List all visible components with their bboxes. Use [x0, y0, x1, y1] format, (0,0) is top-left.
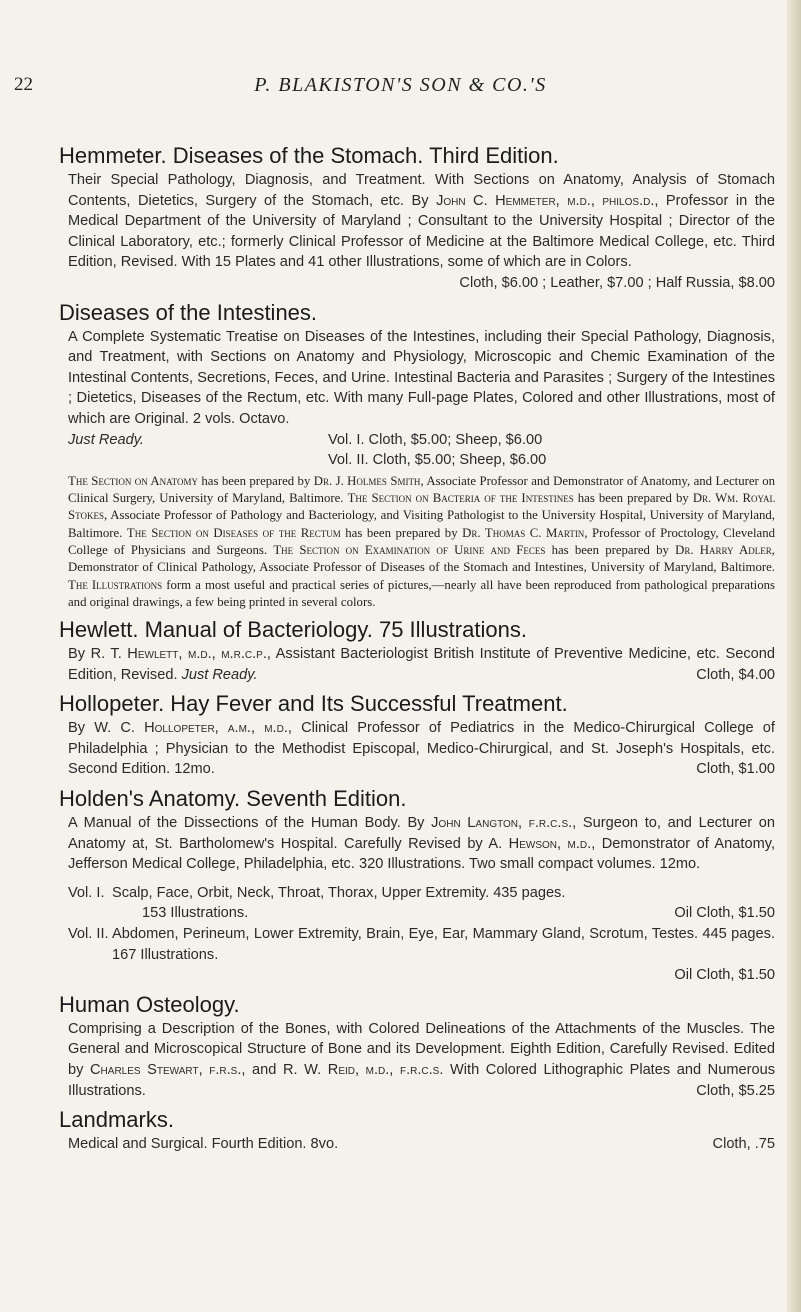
- author-name: John C. Hemmeter, m.d., philos.d.: [436, 192, 655, 209]
- publisher-header: P. BLAKISTON'S SON & CO.'S: [254, 74, 547, 96]
- entry-title: Hollopeter. Hay Fever and Its Successful Treatment.: [59, 691, 568, 717]
- page-edge-shadow: [787, 0, 801, 1312]
- price: Cloth, $5.25: [696, 1082, 775, 1099]
- volume-list: [68, 883, 775, 986]
- vol-1-price: Vol. I. Cloth, $5.00; Sheep, $6.00: [328, 431, 543, 448]
- entry-human-osteology: [60, 992, 775, 1101]
- just-ready-note: Just Ready.: [181, 666, 258, 683]
- price: Oil Cloth, $1.50: [674, 905, 775, 922]
- entry-description: Medical and Surgical. Fourth Edition. 8vo. Cloth, .75: [68, 1134, 775, 1155]
- just-ready-note: Just Ready.: [68, 431, 144, 448]
- author-name: R. W. Reid, m.d., f.r.c.s.: [282, 1062, 444, 1078]
- price-line: [76, 273, 775, 294]
- entry-holden-anatomy: [60, 786, 775, 986]
- entry-title: Landmarks.: [59, 1107, 174, 1133]
- price: Cloth, .75: [712, 1136, 775, 1153]
- price: Cloth, $1.00: [696, 761, 775, 778]
- author-name: John Langton, f.r.c.s.: [431, 815, 573, 832]
- price: Cloth, $6.00 ; Leather, $7.00 ; Half Russia, $8.00: [459, 274, 775, 291]
- entry-title: Hemmeter. Diseases of the Stomach. Third Edition.: [59, 143, 559, 168]
- author-name: Hewson, m.d.: [508, 835, 592, 852]
- volume-2: Vol. II. Abdomen, Perineum, Lower Extremity, Brain, Eye, Ear, Mammary Gland, Scrotum, Testes. 445 pages. 167 Illustrations. Oil Cloth, $1.50: [68, 924, 775, 986]
- catalog-content: [60, 143, 775, 1161]
- contributors-note: The Section on Anatomy has been prepared by Dr. J. Holmes Smith, Associate Professor and Demonstrator of Anatomy, and Lecturer on Clinical Surgery, University of Maryland, Baltimore. The Section on Bacteria of the Intestines has been prepared by Dr. Wm. Royal Stokes, Associate Professor of Pathology and Bacteriology, and Visiting Pathologist to the University Hospital, University of Maryland, Baltimore. The Section on Diseases of the Rectum has been prepared by Dr. Thomas C. Martin, Professor of Proctology, Cleveland College of Physicians and Surgeons. The Section on Examination of Urine and Feces has been prepared by Dr. Harry Adler, Demonstrator of Clinical Pathology, Associate Professor of Diseases of the Stomach and Intestines, University of Maryland, Baltimore. The Illustrations form a most useful and practical series of pictures,—nearly all have been reproduced from pathological preparations and original drawings, a few being printed in several colors.: [68, 473, 776, 609]
- page-number: 22: [14, 74, 33, 95]
- entry-title: Diseases of the Intestines.: [59, 299, 318, 325]
- entry-title: Holden's Anatomy. Seventh Edition.: [59, 786, 407, 812]
- entry-description: By W. C. Hollopeter, a.m., m.d., Clinical Professor of Pediatrics in the Medico-Chirurgical College of Philadelphia ; Physician to the Methodist Episcopal, Medico-Chirurgical, and St. Joseph's Hospitals, etc. Second Edition. 12mo. Cloth, $1.00: [68, 718, 775, 780]
- entry-title: Human Osteology.: [59, 991, 240, 1017]
- entry-description: Their Special Pathology, Diagnosis, and Treatment. With Sections on Anatomy, Analysis of Stomach Contents, Dietetics, Surgery of the Stomach, etc. By John C. Hemmeter, m.d., philos.d., Professor in the Medical Department of the University of Maryland ; Consultant to the University Hospital ; Director of the Clinical Laboratory, etc.; formerly Clinical Professor of Medicine at the Baltimore Medical College, etc. Third Edition, Revised. With 15 Plates and 41 other Illustrations, some of which are in Colors. Cloth, $6.00 ; Leather, $7.00 ; Half Russia, $8.00: [68, 170, 775, 294]
- entry-intestines: [60, 300, 775, 612]
- entry-title: Hewlett. Manual of Bacteriology. 75 Illustrations.: [59, 617, 527, 643]
- entry-hewlett: [60, 617, 775, 685]
- entry-description: A Complete Systematic Treatise on Diseases of the Intestines, including their Special Pathology, Diagnosis, and Treatment, with Sections on Anatomy and Physiology, Microscopic and Chemic Examination of the Intestinal Contents, Secretions, Feces, and Urine. Intestinal Bacteria and Parasites ; Surgery of the Intestines ; Dietetics, Diseases of the Rectum, etc. With many Full-page Plates, Colored and other Illustrations, most of which are Original. 2 vols. Octavo. Just Ready. Vol. I. Cloth, $5.00; Sheep, $6.00 Vol. II. Cloth, $5.00; Sheep, $6.00: [68, 327, 775, 471]
- author-name: W. C. Hollopeter, a.m., m.d.: [94, 720, 288, 737]
- price: Cloth, $4.00: [696, 666, 775, 683]
- entry-description: A Manual of the Dissections of the Human Body. By John Langton, f.r.c.s., Surgeon to, and Lecturer on Anatomy at, St. Bartholomew's Hospital. Carefully Revised by A. Hewson, m.d., Demonstrator of Anatomy, Jefferson Medical College, Philadelphia, etc. 320 Illustrations. Two small compact volumes. 12mo.: [68, 815, 775, 873]
- price: Oil Cloth, $1.50: [674, 967, 775, 984]
- volume-prices: [68, 430, 775, 471]
- entry-description: By R. T. Hewlett, m.d., m.r.c.p., Assistant Bacteriologist British Institute of Preventive Medicine, etc. Second Edition, Revised. Just Ready. Cloth, $4.00: [68, 644, 775, 685]
- running-head: [0, 74, 801, 104]
- entry-description: Comprising a Description of the Bones, with Colored Delineations of the Attachments of the Muscles. The General and Microscopical Structure of Bone and its Development. Eighth Edition, Carefully Revised. Edited by Charles Stewart, f.r.s., and R. W. Reid, m.d., f.r.c.s. With Colored Lithographic Plates and Numerous Illustrations. Cloth, $5.25: [68, 1019, 775, 1101]
- author-name: R. T. Hewlett, m.d., m.r.c.p.: [90, 646, 267, 663]
- volume-1: Vol. I. Scalp, Face, Orbit, Neck, Throat, Thorax, Upper Extremity. 435 pages. 153 Illustrations. Oil Cloth, $1.50: [68, 883, 775, 924]
- entry-landmarks: [60, 1107, 775, 1155]
- vol-2-price: Vol. II. Cloth, $5.00; Sheep, $6.00: [328, 452, 547, 469]
- entry-hemmeter: [60, 143, 775, 294]
- entry-hollopeter: [60, 691, 775, 780]
- author-name: Charles Stewart, f.r.s.: [90, 1062, 242, 1078]
